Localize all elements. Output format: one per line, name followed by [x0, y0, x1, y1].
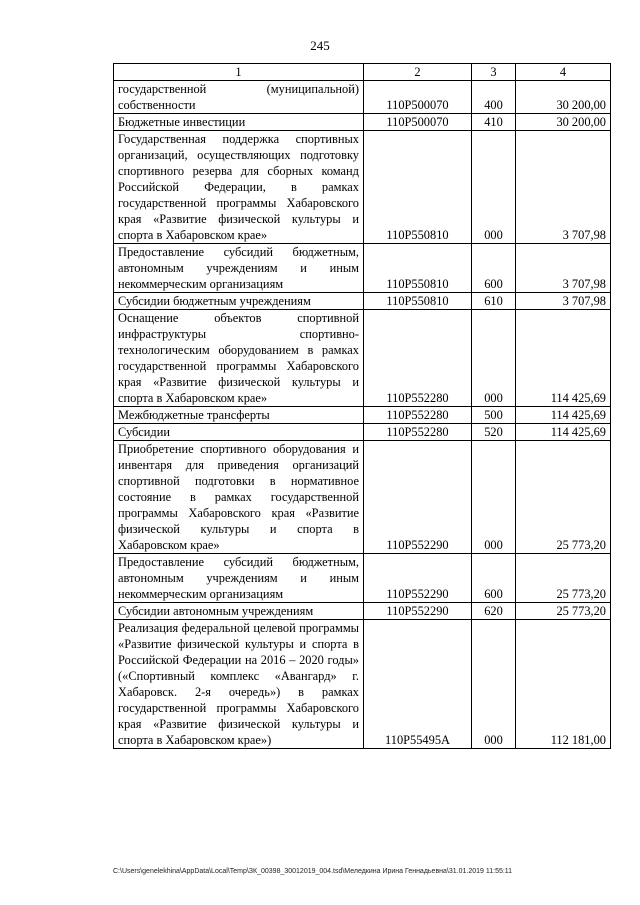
row-type-cell: 000	[472, 620, 516, 749]
table-row	[114, 131, 611, 244]
row-code-cell: 110P552280	[364, 407, 472, 424]
row-name-cell: Реализация федеральной целевой программы «Развитие физической культуры и спорта в Российской Федерации на 2016 – 2020 годы» («Спортивный комплекс «Авангард» г. Хабаровск. 2-я очередь») в рамках государственной программы Хабаровского края «Развитие физической культуры и спорта в Хабаровском крае»)	[114, 620, 364, 749]
table-row	[114, 244, 611, 293]
row-name-cell: Субсидии автономным учреждениям	[114, 603, 364, 620]
row-sum-cell: 3 707,98	[516, 244, 611, 293]
row-code-cell: 110P55495A	[364, 620, 472, 749]
row-sum-cell: 25 773,20	[516, 603, 611, 620]
table-row	[114, 424, 611, 441]
row-name-cell: Предоставление субсидий бюджетным, автономным учреждениям и иным некоммерческим организациям	[114, 244, 364, 293]
row-type-cell: 620	[472, 603, 516, 620]
table-row	[114, 310, 611, 407]
row-sum-cell: 3 707,98	[516, 131, 611, 244]
row-type-cell: 520	[472, 424, 516, 441]
row-type-cell: 400	[472, 81, 516, 114]
row-sum-cell: 30 200,00	[516, 114, 611, 131]
row-sum-cell: 30 200,00	[516, 81, 611, 114]
row-code-cell: 110P552280	[364, 310, 472, 407]
table-row	[114, 114, 611, 131]
header-col-3: 3	[472, 64, 516, 81]
row-name-cell: Бюджетные инвестиции	[114, 114, 364, 131]
row-sum-cell: 114 425,69	[516, 424, 611, 441]
table-row	[114, 441, 611, 554]
row-name-cell: Субсидии	[114, 424, 364, 441]
row-type-cell: 600	[472, 244, 516, 293]
row-sum-cell: 114 425,69	[516, 310, 611, 407]
row-type-cell: 500	[472, 407, 516, 424]
table-row	[114, 81, 611, 114]
row-code-cell: 110P552290	[364, 441, 472, 554]
table-row	[114, 620, 611, 749]
row-name-cell: Приобретение спортивного оборудования и инвентаря для приведения организаций спортивной подготовки в нормативное состояние в рамках государственной программы Хабаровского края «Развитие физической культуры и спорта в Хабаровском крае»	[114, 441, 364, 554]
budget-table	[113, 63, 611, 749]
row-code-cell: 110P500070	[364, 114, 472, 131]
row-type-cell: 000	[472, 441, 516, 554]
row-type-cell: 610	[472, 293, 516, 310]
row-code-cell: 110P552290	[364, 603, 472, 620]
row-code-cell: 110P552290	[364, 554, 472, 603]
page-number: 245	[310, 38, 330, 53]
row-code-cell: 110P500070	[364, 81, 472, 114]
header-col-4: 4	[516, 64, 611, 81]
row-name-cell: Оснащение объектов спортивной инфраструктуры спортивно-технологическим оборудованием в рамках государственной программы Хабаровского края «Развитие физической культуры и спорта в Хабаровском крае»	[114, 310, 364, 407]
row-sum-cell: 25 773,20	[516, 441, 611, 554]
row-code-cell: 110P550810	[364, 244, 472, 293]
row-name-cell: государственной (муниципальной) собственности	[114, 81, 364, 114]
row-name-cell: Межбюджетные трансферты	[114, 407, 364, 424]
table-row	[114, 407, 611, 424]
header-col-1: 1	[114, 64, 364, 81]
table-row	[114, 603, 611, 620]
row-type-cell: 410	[472, 114, 516, 131]
row-type-cell: 000	[472, 131, 516, 244]
row-code-cell: 110P552280	[364, 424, 472, 441]
table-header-row	[114, 64, 611, 81]
table-row	[114, 554, 611, 603]
table-row	[114, 293, 611, 310]
row-name-cell: Субсидии бюджетным учреждениям	[114, 293, 364, 310]
row-name-cell: Государственная поддержка спортивных организаций, осуществляющих подготовку спортивного резерва для сборных команд Российской Федерации, в рамках государственной программы Хабаровского края «Развитие физической культуры и спорта в Хабаровском крае»	[114, 131, 364, 244]
file-path-footer: C:\Users\genelekhina\AppData\Local\Temp\ЗК_00398_30012019_004.tsd\Меледкина Ирина Геннадьевна\31.01.2019 11:55:11	[113, 868, 513, 875]
row-code-cell: 110P550810	[364, 131, 472, 244]
row-sum-cell: 25 773,20	[516, 554, 611, 603]
row-name-cell: Предоставление субсидий бюджетным, автономным учреждениям и иным некоммерческим организациям	[114, 554, 364, 603]
row-type-cell: 600	[472, 554, 516, 603]
row-sum-cell: 114 425,69	[516, 407, 611, 424]
row-type-cell: 000	[472, 310, 516, 407]
row-code-cell: 110P550810	[364, 293, 472, 310]
row-sum-cell: 112 181,00	[516, 620, 611, 749]
header-col-2: 2	[364, 64, 472, 81]
row-sum-cell: 3 707,98	[516, 293, 611, 310]
